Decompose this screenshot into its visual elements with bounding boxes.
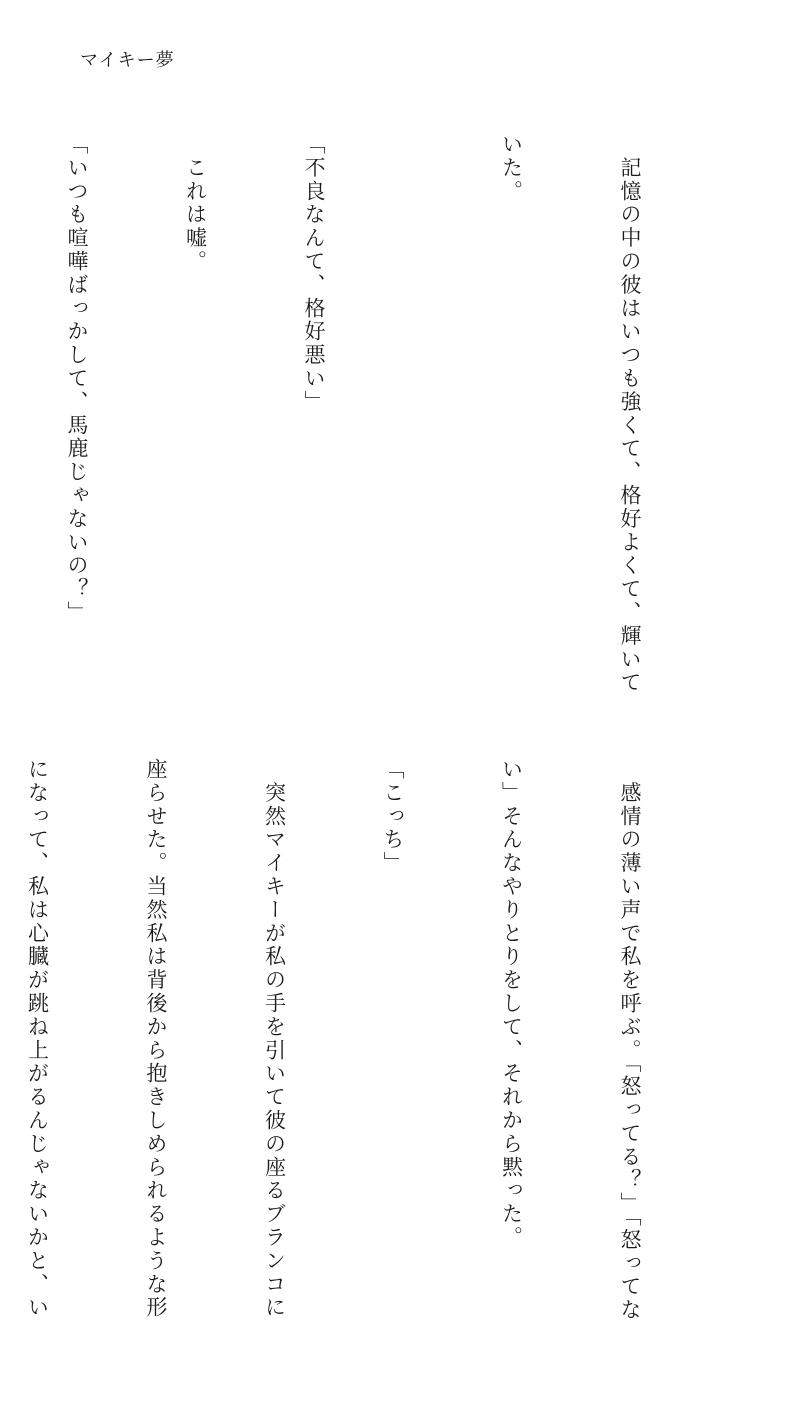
- text-block-upper: [0, 133, 728, 718]
- text-line: い」そんなやりとりをして、それから黙った。: [499, 758, 524, 1250]
- text-line: になって、私は心臓が跳ね上がるんじゃないかと、い: [25, 758, 50, 1320]
- text-line: 座らせた。当然私は背後から抱きしめられるような形: [144, 758, 168, 1320]
- text-line: これは嘘。: [183, 133, 208, 274]
- text-block-lower: [0, 758, 728, 1343]
- page-header-title: マイキー夢: [80, 50, 175, 71]
- text-line: 記憶の中の彼はいつも強くて、格好よくて、輝いて: [618, 133, 642, 695]
- text-line: 突然マイキーが私の手を引いて彼の座るブランコに: [262, 758, 287, 1320]
- text-line: 「不良なんて、格好悪い」: [302, 133, 326, 414]
- text-line: 感情の薄い声で私を呼ぶ。「怒ってる？」「怒ってな: [618, 758, 642, 1322]
- text-line: 「いつも喧嘩ばっかして、馬鹿じゃないの？」: [65, 133, 89, 625]
- text-line: 「こっち」: [381, 758, 405, 875]
- text-line: いた。: [499, 133, 524, 204]
